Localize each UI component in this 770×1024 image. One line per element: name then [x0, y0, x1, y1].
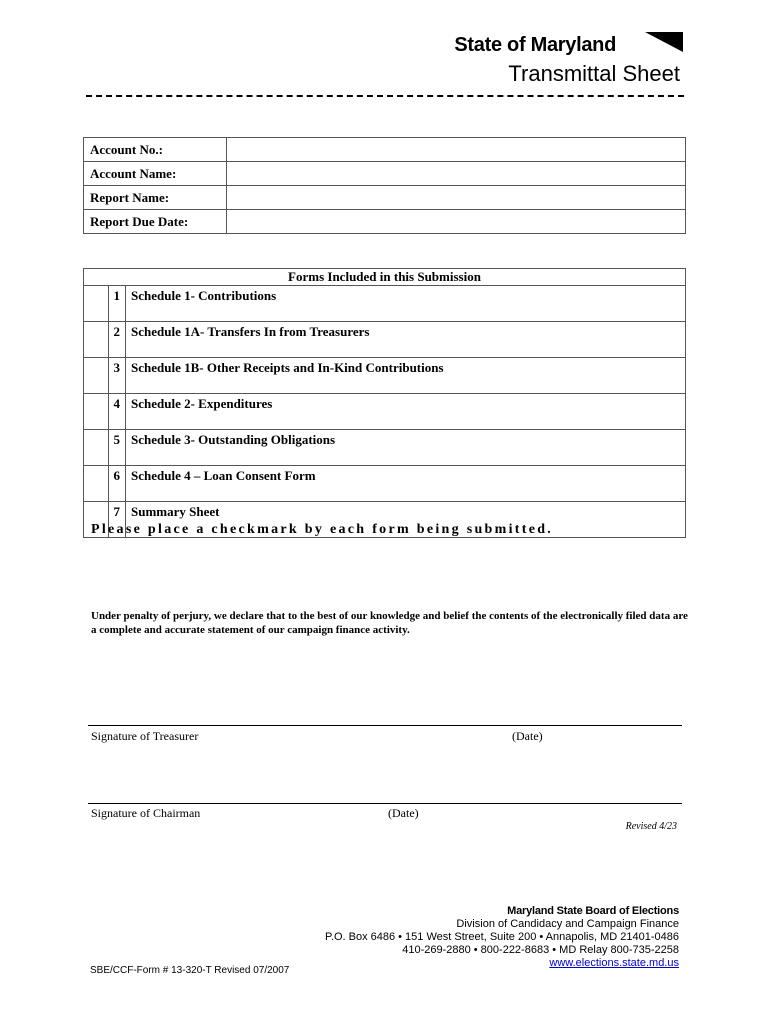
board-name: Maryland State Board of Elections	[507, 905, 679, 917]
table-row	[84, 358, 686, 394]
table-row	[84, 186, 686, 210]
table-row	[84, 466, 686, 502]
form-number: 5	[109, 430, 126, 466]
report-name-label: Report Name:	[84, 186, 227, 210]
forms-included-table	[83, 268, 686, 538]
page-title: Transmittal Sheet	[508, 61, 680, 86]
table-row	[84, 162, 686, 186]
checkmark-instruction: Please place a checkmark by each form being submitted.	[91, 522, 554, 537]
treasurer-signature-line[interactable]	[88, 725, 682, 726]
forms-heading: Forms Included in this Submission	[84, 269, 686, 286]
form-number: 3	[109, 358, 126, 394]
form-number: 2	[109, 322, 126, 358]
form-checkbox[interactable]	[84, 430, 109, 466]
account-no-label: Account No.:	[84, 138, 227, 162]
board-contact-block	[325, 905, 679, 970]
table-row	[84, 322, 686, 358]
report-due-date-field[interactable]	[227, 210, 686, 234]
form-name: Schedule 1A- Transfers In from Treasurers	[126, 322, 686, 358]
report-name-field[interactable]	[227, 186, 686, 210]
chairman-signature-line[interactable]	[88, 803, 682, 804]
mailing-address: P.O. Box 6486 • 151 West Street, Suite 200 • Annapolis, MD 21401-0486	[324, 931, 679, 943]
dashed-divider	[86, 95, 684, 97]
form-number: 1	[109, 286, 126, 322]
report-due-date-label: Report Due Date:	[84, 210, 227, 234]
account-name-label: Account Name:	[84, 162, 227, 186]
form-number: 6	[109, 466, 126, 502]
form-checkbox[interactable]	[84, 394, 109, 430]
form-name: Schedule 1- Contributions	[126, 286, 686, 322]
table-row	[84, 430, 686, 466]
treasurer-signature-label: Signature of Treasurer	[91, 729, 199, 743]
form-name: Schedule 3- Outstanding Obligations	[126, 430, 686, 466]
table-row	[84, 286, 686, 322]
form-checkbox[interactable]	[84, 466, 109, 502]
account-info-table	[83, 137, 686, 234]
website-link[interactable]: www.elections.state.md.us	[549, 957, 679, 969]
phone-numbers: 410-269-2880 • 800-222-8683 • MD Relay 800-735-2258	[402, 944, 679, 956]
table-row	[84, 210, 686, 234]
form-number-label: SBE/CCF-Form # 13-320-T Revised 07/2007	[90, 965, 290, 976]
revision-note: Revised 4/23	[625, 821, 677, 832]
state-title: State of Maryland	[454, 34, 616, 56]
form-checkbox[interactable]	[84, 286, 109, 322]
form-number: 7	[109, 502, 126, 538]
form-name: Schedule 4 – Loan Consent Form	[126, 466, 686, 502]
chairman-signature-label: Signature of Chairman	[91, 806, 201, 820]
form-checkbox[interactable]	[84, 358, 109, 394]
corner-triangle-icon	[645, 32, 683, 52]
form-name: Summary Sheet	[126, 502, 686, 538]
form-name: Schedule 2- Expenditures	[126, 394, 686, 430]
division-name: Division of Candidacy and Campaign Finance	[456, 918, 679, 930]
form-checkbox[interactable]	[84, 322, 109, 358]
perjury-statement: Under penalty of perjury, we declare that to the best of our knowledge and belief the contents of the electronically filed data are a complete and accurate statement of our campaign finance activity.	[91, 610, 688, 636]
table-row	[84, 138, 686, 162]
chairman-date-label: (Date)	[388, 806, 419, 820]
account-name-field[interactable]	[227, 162, 686, 186]
treasurer-date-label: (Date)	[512, 729, 543, 743]
form-number: 4	[109, 394, 126, 430]
table-header-row	[84, 269, 686, 286]
account-no-field[interactable]	[227, 138, 686, 162]
form-name: Schedule 1B- Other Receipts and In-Kind Contributions	[126, 358, 686, 394]
table-row	[84, 394, 686, 430]
